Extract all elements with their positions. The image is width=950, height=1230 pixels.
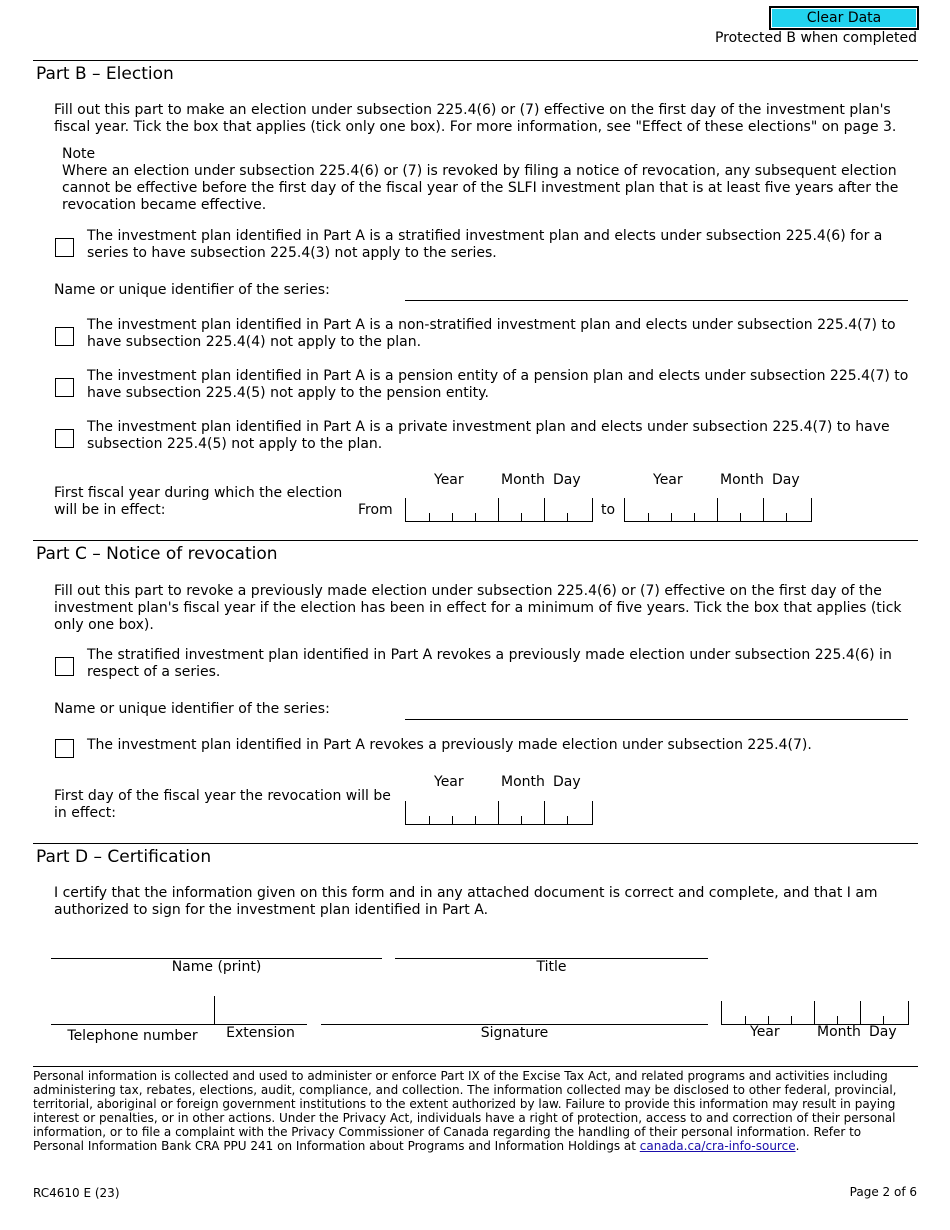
election-option-1-checkbox[interactable] xyxy=(55,238,74,257)
revocation-date-label: First day of the fiscal year the revocation will be in effect: xyxy=(54,788,391,821)
election-option-3-checkbox[interactable] xyxy=(55,378,74,397)
election-option-2-text: The investment plan identified in Part A is a non-stratified investment plan and elects under subsection 225.4(7) to have subsection 225.4(4) not apply to the plan. xyxy=(87,317,896,350)
certification-text: I certify that the information given on this form and in any attached document is correct and complete, and that I am authorized to sign for the investment plan identified in Part A. xyxy=(54,885,878,918)
note-title: Note xyxy=(62,146,96,162)
title-label: Title xyxy=(536,959,567,975)
from-year-label: Year xyxy=(434,472,464,488)
from-label: From xyxy=(358,502,393,518)
to-day-label: Day xyxy=(772,472,800,488)
to-year-label: Year xyxy=(653,472,683,488)
part-c-intro: Fill out this part to revoke a previously made election under subsection 225.4(6) or (7) effective on the first day of the investment plan's fiscal year if the election has been in effect for a minimum of five years. Tick the box that applies (tick only one box). xyxy=(54,583,902,633)
revocation-series-label: Name or unique identifier of the series: xyxy=(54,701,330,717)
signature-date-field[interactable] xyxy=(721,1001,909,1025)
from-day-label: Day xyxy=(553,472,581,488)
protected-b-label: Protected B when completed xyxy=(714,30,917,46)
sig-year-label: Year xyxy=(750,1024,780,1040)
series-name-field[interactable] xyxy=(405,300,908,301)
divider xyxy=(33,540,918,541)
clear-data-button[interactable]: Clear Data xyxy=(769,6,919,30)
revocation-option-1-checkbox[interactable] xyxy=(55,657,74,676)
part-b-intro: Fill out this part to make an election under subsection 225.4(6) or (7) effective on the first day of the investment plan's fiscal year. Tick the box that applies (tick only one box). For more information, see "Effect of these elections" on page 3. xyxy=(54,102,897,135)
election-option-4-checkbox[interactable] xyxy=(55,429,74,448)
from-month-label: Month xyxy=(501,472,545,488)
fiscal-year-label: First fiscal year during which the election will be in effect: xyxy=(54,485,343,518)
note-text: Where an election under subsection 225.4(6) or (7) is revoked by filing a notice of revocation, any subsequent election cannot be effective before the first day of the fiscal year of the SLFI investment plan that is at least five years after the revocation became effective. xyxy=(62,163,899,213)
form-id: RC4610 E (23) xyxy=(33,1186,120,1200)
telephone-field[interactable] xyxy=(51,1024,214,1025)
rev-year-label: Year xyxy=(434,774,464,790)
revocation-date-field[interactable] xyxy=(405,801,593,825)
election-option-4-text: The investment plan identified in Part A is a private investment plan and elects under subsection 225.4(7) to have subsection 225.4(5) not apply to the plan. xyxy=(87,419,890,452)
to-label: to xyxy=(601,502,616,518)
election-option-2-checkbox[interactable] xyxy=(55,327,74,346)
privacy-end: . xyxy=(795,1139,800,1153)
extension-label: Extension xyxy=(226,1025,295,1041)
revocation-option-2-checkbox[interactable] xyxy=(55,739,74,758)
from-date-field[interactable] xyxy=(405,498,593,522)
revocation-option-2-text: The investment plan identified in Part A revokes a previously made election under subsection 225.4(7). xyxy=(87,737,812,753)
page-number: Page 2 of 6 xyxy=(849,1185,917,1199)
election-option-3-text: The investment plan identified in Part A is a pension entity of a pension plan and elects under subsection 225.4(7) to have subsection 225.4(5) not apply to the pension entity. xyxy=(87,368,909,401)
sig-month-label: Month xyxy=(817,1024,861,1040)
part-d-title: Part D – Certification xyxy=(36,847,212,867)
privacy-notice xyxy=(33,1069,903,1153)
revocation-series-field[interactable] xyxy=(405,719,908,720)
rev-month-label: Month xyxy=(501,774,545,790)
sig-day-label: Day xyxy=(869,1024,897,1040)
to-date-field[interactable] xyxy=(624,498,812,522)
rev-day-label: Day xyxy=(553,774,581,790)
signature-label: Signature xyxy=(480,1025,549,1041)
part-b-title: Part B – Election xyxy=(36,64,174,84)
divider xyxy=(33,1066,918,1067)
part-c-title: Part C – Notice of revocation xyxy=(36,544,278,564)
divider xyxy=(214,996,215,1024)
cra-info-source-link[interactable]: canada.ca/cra-info-source xyxy=(639,1139,796,1153)
to-month-label: Month xyxy=(720,472,764,488)
revocation-option-1-text: The stratified investment plan identified in Part A revokes a previously made election under subsection 225.4(6) in respect of a series. xyxy=(87,647,892,680)
privacy-text: Personal information is collected and used to administer or enforce Part IX of the Excise Tax Act, and related programs and activities including administering tax, rebates, elections, audit, compliance, and collection. The information collected may be disclosed to other federal, provincial, territorial, aboriginal or foreign government institutions to the extent authorized by law. Failure to provide this information may result in paying interest or penalties, or in other actions. Under the Privacy Act, individuals have a right of protection, access to and correction of their personal information, or to file a complaint with the Privacy Commissioner of Canada regarding the handling of their personal information. Refer to Personal Information Bank CRA PPU 241 on Information about Programs and Information Holdings at xyxy=(33,1069,897,1153)
divider xyxy=(33,60,918,61)
telephone-label: Telephone number xyxy=(67,1028,198,1044)
name-print-label: Name (print) xyxy=(171,959,262,975)
election-option-1-text: The investment plan identified in Part A is a stratified investment plan and elects under subsection 225.4(6) for a series to have subsection 225.4(3) not apply to the series. xyxy=(87,228,883,261)
series-label: Name or unique identifier of the series: xyxy=(54,282,330,298)
divider xyxy=(33,843,918,844)
